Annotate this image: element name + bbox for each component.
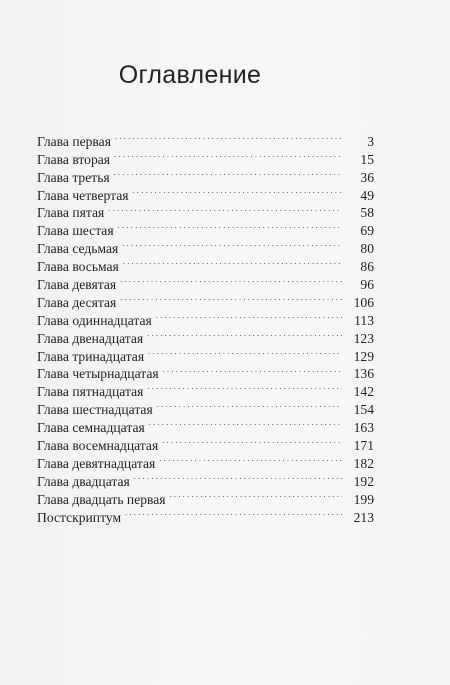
dot-leader — [157, 396, 342, 414]
toc-entry-label: Глава девятнадцатая — [37, 455, 156, 471]
toc-entry-page-number: 163 — [353, 420, 374, 436]
dot-leader — [170, 486, 342, 504]
dot-leader — [149, 414, 342, 432]
toc-entry-label: Глава первая — [37, 133, 111, 149]
dot-leader — [134, 468, 342, 486]
toc-entry-page-number: 36 — [360, 169, 374, 185]
toc-entry-page-number: 3 — [367, 133, 374, 149]
toc-entry-label: Постскриптум — [37, 509, 122, 525]
dot-leader — [123, 253, 342, 271]
toc-entry — [37, 128, 374, 149]
toc-entry-page-number: 49 — [360, 187, 374, 203]
toc-entry-page-number: 154 — [353, 402, 374, 418]
toc-entry-page-number: 142 — [353, 384, 374, 400]
toc-entry-page-number: 171 — [353, 438, 374, 454]
toc-entry-page-number: 182 — [353, 455, 374, 471]
toc-entry-label: Глава одиннадцатая — [37, 312, 152, 328]
toc-entry-page-number: 136 — [353, 366, 374, 382]
toc-entry-label: Глава двенадцатая — [37, 330, 144, 346]
toc-entry-page-number: 86 — [360, 259, 374, 275]
toc-entry-label: Глава тринадцатая — [37, 348, 145, 364]
dot-leader — [147, 325, 342, 343]
toc-entry-label: Глава седьмая — [37, 241, 119, 257]
toc-entry-page-number: 80 — [360, 241, 374, 257]
toc-entry-page-number: 15 — [360, 151, 374, 167]
dot-leader — [148, 343, 342, 361]
dot-leader — [163, 361, 342, 379]
dot-leader — [162, 432, 342, 450]
toc-entry-label: Глава двадцать первая — [37, 491, 166, 507]
dot-leader — [159, 450, 342, 468]
toc-entry-label: Глава пятнадцатая — [37, 384, 144, 400]
dot-leader — [156, 307, 342, 325]
dot-leader — [122, 235, 342, 253]
toc-entry-page-number: 192 — [353, 473, 374, 489]
dot-leader — [118, 217, 342, 235]
dot-leader — [120, 289, 342, 307]
toc-entry-label: Глава девятая — [37, 277, 117, 293]
toc-entry-label: Глава вторая — [37, 151, 111, 167]
dot-leader — [133, 182, 342, 200]
toc-entry-page-number: 199 — [353, 491, 374, 507]
toc-entry-page-number: 113 — [354, 312, 374, 328]
toc-entry-label: Глава двадцатая — [37, 473, 130, 489]
toc-entry-label: Глава восемнадцатая — [37, 438, 159, 454]
toc-entry-page-number: 213 — [353, 509, 374, 525]
toc-entry-label: Глава шестая — [37, 223, 114, 239]
dot-leader — [114, 146, 342, 164]
dot-leader — [114, 164, 342, 182]
dot-leader — [125, 504, 342, 522]
dot-leader — [120, 271, 342, 289]
toc-entry-label: Глава третья — [37, 169, 110, 185]
toc-entry-page-number: 69 — [360, 223, 374, 239]
toc-entry-label: Глава четырнадцатая — [37, 366, 159, 382]
table-of-contents — [37, 128, 374, 525]
toc-entry-label: Глава четвертая — [37, 187, 129, 203]
dot-leader — [115, 128, 342, 146]
dot-leader — [147, 378, 342, 396]
toc-entry-page-number: 106 — [353, 294, 374, 310]
toc-entry-page-number: 123 — [353, 330, 374, 346]
dot-leader — [108, 200, 342, 218]
toc-entry-label: Глава шестнадцатая — [37, 402, 153, 418]
toc-entry-label: Глава пятая — [37, 205, 105, 221]
toc-entry-label: Глава семнадцатая — [37, 420, 145, 436]
page-title: Оглавление — [118, 60, 262, 89]
toc-entry-page-number: 96 — [360, 277, 374, 293]
toc-entry-label: Глава десятая — [37, 294, 117, 310]
toc-entry-page-number: 58 — [360, 205, 374, 221]
toc-entry-label: Глава восьмая — [37, 259, 119, 275]
toc-entry-page-number: 129 — [353, 348, 374, 364]
